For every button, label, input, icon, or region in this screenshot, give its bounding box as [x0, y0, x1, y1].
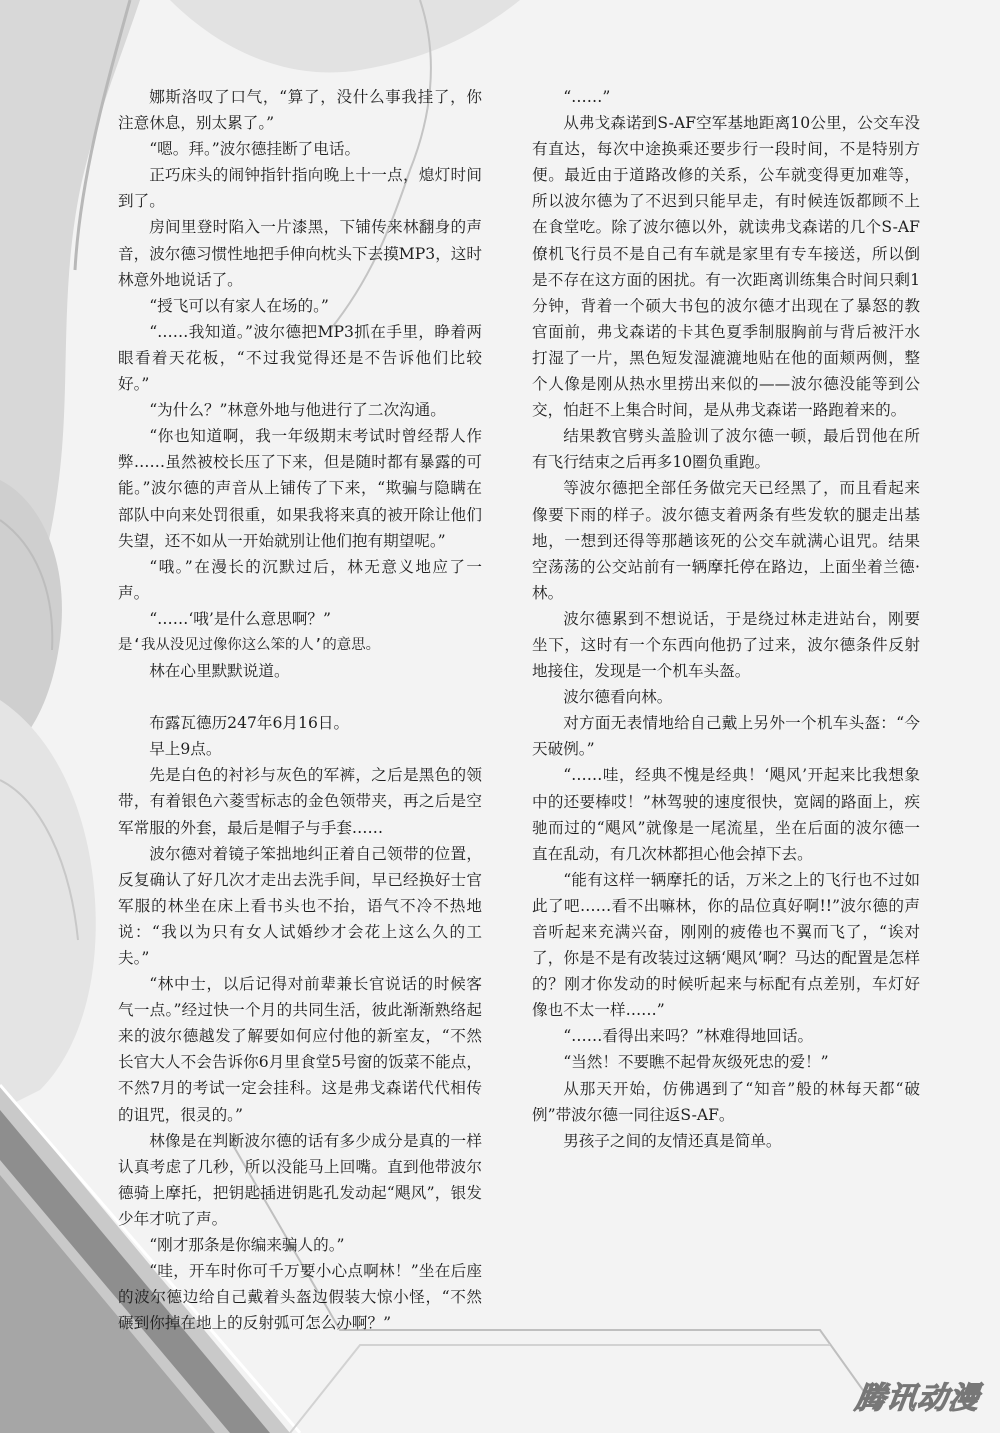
- paragraph: “……我知道。”波尔德把MP3抓在手里，睁着两眼看着天花板，“不过我觉得还是不告诉他们比较好。”: [118, 322, 482, 394]
- paragraph: “当然！不要瞧不起骨灰级死忠的爱！”: [563, 1053, 829, 1072]
- inner-thought-line: 是‘我从没见过像你这么笨的人’的意思。: [118, 636, 380, 653]
- paragraph: 对方面无表情地给自己戴上另外一个机车头盔：“今天破例。”: [532, 714, 920, 759]
- paragraph: 正巧床头的闹钟指针指向晚上十一点，熄灯时间到了。: [118, 166, 482, 211]
- paragraph: “……哇，经典不愧是经典！‘飓风’开起来比我想象中的还要棒哎！”林驾驶的速度很快，宽阔的路面上，疾驰而过的“飓风”就像是一尾流星，坐在后面的波尔德一直在乱动，有几次林都担心他会掉下去。: [532, 766, 920, 863]
- paragraph: 房间里登时陷入一片漆黑，下铺传来林翻身的声音，波尔德习惯性地把手伸向枕头下去摸MP3，这时林意外地说话了。: [118, 218, 482, 289]
- paragraph: “能有这样一辆摩托的话，万米之上的飞行也不过如此了吧……看不出嘛林，你的品位真好啊!!”波尔德的声音听起来充满兴奋，刚刚的疲倦也不翼而飞了，“诶对了，你是不是有改装过这辆‘飓风’啊？马达的配置是怎样的？刚才你发动的时候听起来与标配有点差别，车灯好像也不太一样……”: [532, 870, 920, 1020]
- figure-shoulder-shape: [0, 700, 96, 1110]
- paragraph: “嗯。拜。”波尔德挂断了电话。: [149, 140, 361, 159]
- paragraph: 娜斯洛叹了口气，“算了，没什么事我挂了，你注意休息，别太累了。”: [118, 88, 482, 133]
- paragraph: 波尔德看向林。: [563, 688, 673, 707]
- paragraph: “……”: [563, 88, 611, 106]
- left-text-column: [118, 84, 482, 1336]
- paragraph: 等波尔德把全部任务做完天已经黑了，而且看起来像要下雨的样子。波尔德支着两条有些发软的腿走出基地，一想到还得等那趟该死的公交车就满心诅咒。结果空荡荡的公交站前有一辆摩托停在路边，上面坐着兰德·林。: [532, 479, 920, 602]
- paragraph: “刚才那条是你编来骗人的。”: [149, 1236, 345, 1255]
- paragraph: “哇，开车时你可千万要小心点啊林！”坐在后座的波尔德边给自己戴着头盔边假装大惊小怪，“不然碾到你掉在地上的反射弧可怎么办啊？”: [118, 1262, 482, 1333]
- figure-cap-shape: [170, 0, 520, 72]
- paragraph: 先是白色的衬衫与灰色的军裤，之后是黑色的领带，有着银色六菱雪标志的金色领带夹，再之后是空军常服的外套，最后是帽子与手套……: [118, 766, 482, 837]
- watermark-logo: 腾讯动漫: [853, 1381, 982, 1416]
- right-text-column: [532, 84, 920, 1154]
- paragraph: “为什么？”林意外地与他进行了二次沟通。: [149, 401, 446, 420]
- date-line: 布露瓦德历247年6月16日。: [149, 714, 350, 733]
- paragraph: 从那天开始，仿佛遇到了“知音”般的林每天都“破例”带波尔德一同往返S-AF。: [532, 1079, 920, 1124]
- paragraph: 从弗戈森诺到S-AF空军基地距离10公里，公交车没有直达，每次中途换乘还要步行一段时间，不是特别方便。最近由于道路改修的关系，公车就变得更加难等，所以波尔德为了不迟到只能早走，有时候连饭都顾不上在食堂吃。除了波尔德以外，就读弗戈森诺的几个S-AF僚机飞行员不是自己有车就是家里有专车接送，所以倒是不存在这方面的困扰。有一次距离训练集合时间只剩1分钟，背着一个硕大书包的波尔德才出现在了暴怒的教官面前，弗戈森诺的卡其色夏季制服胸前与背后被汗水打湿了一片，黑色短发湿漉漉地贴在他的面颊两侧，整个人像是刚从热水里捞出来似的——波尔德没能等到公交，怕赶不上集合时间，是从弗戈森诺一路跑着来的。: [532, 114, 920, 420]
- paragraph: 波尔德对着镜子笨拙地纠正着自己领带的位置，反复确认了好几次才走出去洗手间，早已经换好士官军服的林坐在床上看书头也不抬，语气不冷不热地说：“我以为只有女人试婚纱才会花上这么久的工夫。”: [118, 844, 482, 967]
- paragraph: “林中士，以后记得对前辈兼长官说话的时候客气一点。”经过快一个月的共同生活，彼此渐渐熟络起来的波尔德越发了解要如何应付他的新室友，“不然长官大人不会告诉你6月里食堂5号窗的饭菜不能点，不然7月的考试一定会挂科。这是弗戈森诺代代相传的诅咒，很灵的。”: [118, 975, 482, 1124]
- paragraph: “……看得出来吗？”林难得地回话。: [563, 1027, 814, 1046]
- paragraph: “哦。”在漫长的沉默过后，林无意义地应了一声。: [118, 557, 482, 602]
- paragraph: “你也知道啊，我一年级期末考试时曾经帮人作弊……虽然被校长压了下来，但是随时都有暴露的可能。”波尔德的声音从上铺传了下来，“欺骗与隐瞒在部队中向来处罚很重，如果我将来真的被开除让他们失望，还不如从一开始就别让他们抱有期望呢。”: [118, 427, 482, 550]
- paragraph: “授飞可以有家人在场的。”: [149, 296, 329, 315]
- bottom-stripe-3: [290, 1345, 830, 1433]
- paragraph: “……‘哦’是什么意思啊？”: [149, 609, 331, 628]
- paragraph: 林像是在判断波尔德的话有多少成分是真的一样认真考虑了几秒，所以没能马上回嘴。直到他带波尔德骑上摩托，把钥匙插进钥匙孔发动起“飓风”，银发少年才吭了声。: [118, 1131, 482, 1228]
- paragraph: 波尔德累到不想说话，于是绕过林走进站台，刚要坐下，这时有一个东西向他扔了过来，波尔德条件反射地接住，发现是一个机车头盔。: [532, 609, 920, 681]
- time-line: 早上9点。: [149, 740, 222, 759]
- paragraph: 林在心里默默说道。: [149, 662, 290, 681]
- paragraph: 男孩子之间的友情还真是简单。: [563, 1131, 782, 1150]
- paragraph: 结果教官劈头盖脸训了波尔德一顿，最后罚他在所有飞行结束之后再多10圈负重跑。: [532, 427, 920, 472]
